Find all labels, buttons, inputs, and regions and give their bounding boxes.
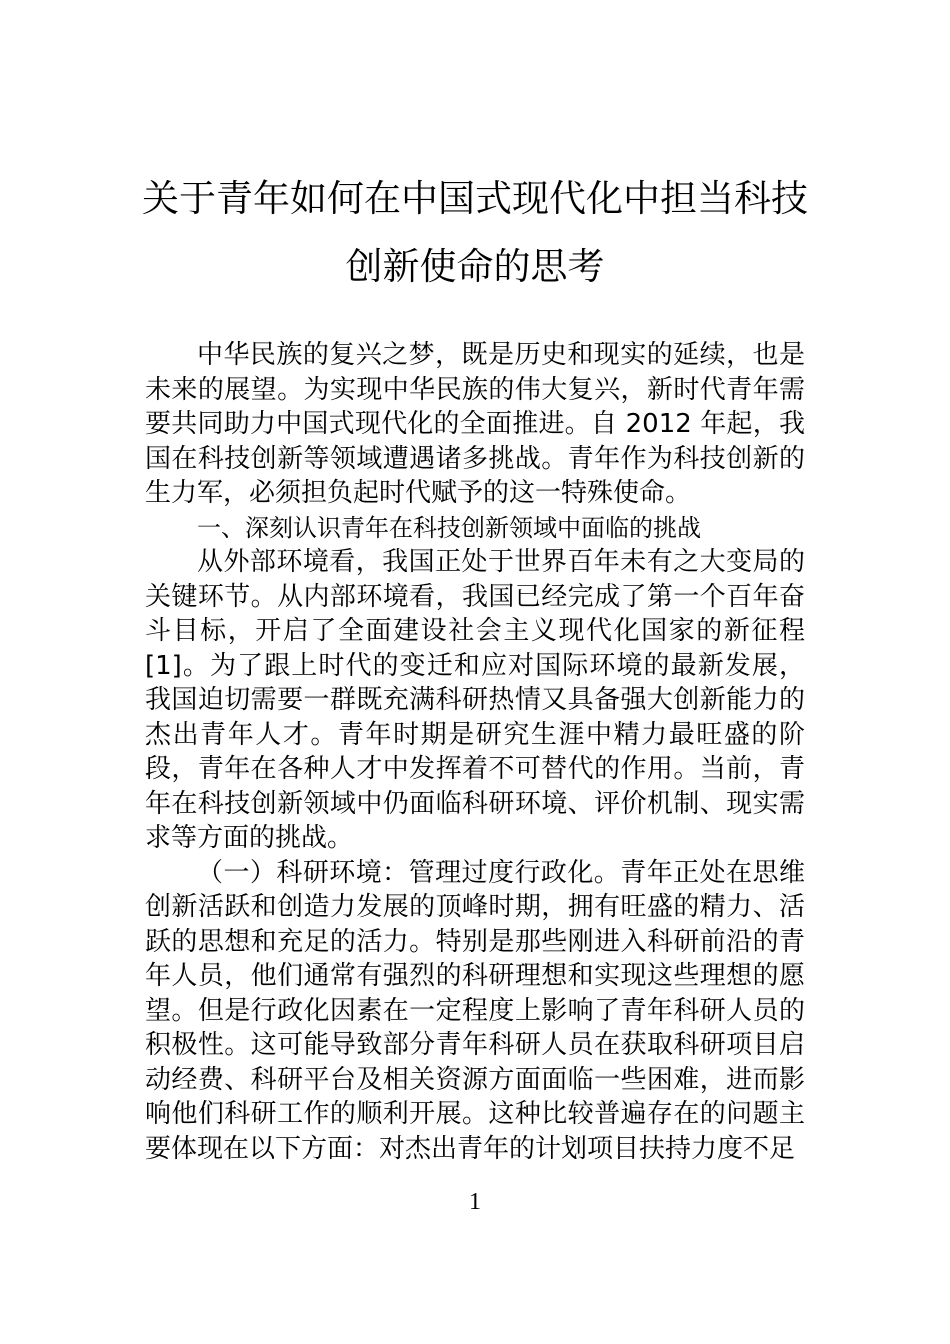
section-heading-1: 一、深刻认识青年在科技创新领域中面临的挑战: [197, 513, 701, 542]
document-title-line-2: 创新使命的思考: [345, 245, 605, 288]
paragraph-research-environment: （一）科研环境：管理过度行政化。青年正处在思维创新活跃和创造力发展的顶峰时期，拥有旺盛的精力、活跃的思想和充足的活力。特别是那些刚进入科研前沿的青年人员，他们通常有强烈的科研理想和实现这些理想的愿望。但是行政化因素在一定程度上影响了青年科研人员的积极性。这可能导致部分青年科研人员在获取科研项目启动经费、科研平台及相关资源方面面临一些困难，进而影响他们科研工作的顺利开展。这种比较普遍存在的问题主要体现在以下方面：对杰出青年的计划项目扶持力度不足: [145, 857, 805, 1164]
paragraph-intro: 中华民族的复兴之梦，既是历史和现实的延续，也是未来的展望。为实现中华民族的伟大复兴，新时代青年需要共同助力中国式现代化的全面推进。自 2012 年起，我国在科技创新等领域遭遇诸多挑战。青年作为科技创新的生力军，必须担负起时代赋予的这一特殊使命。: [145, 340, 805, 508]
document-title-line-1: 关于青年如何在中国式现代化中担当科技: [142, 177, 808, 220]
document-body: [145, 338, 805, 1166]
paragraph-environment: 从外部环境看，我国正处于世界百年未有之大变局的关键环节。从内部环境看，我国已经完成了第一个百年奋斗目标，开启了全面建设社会主义现代化国家的新征程[1]。为了跟上时代的变迁和应对国际环境的最新发展，我国迫切需要一群既充满科研热情又具备强大创新能力的杰出青年人才。青年时期是研究生涯中精力最旺盛的阶段，青年在各种人才中发挥着不可替代的作用。当前，青年在科技创新领域中仍面临科研环境、评价机制、现实需求等方面的挑战。: [145, 547, 805, 853]
page-number: 1: [469, 1189, 481, 1215]
